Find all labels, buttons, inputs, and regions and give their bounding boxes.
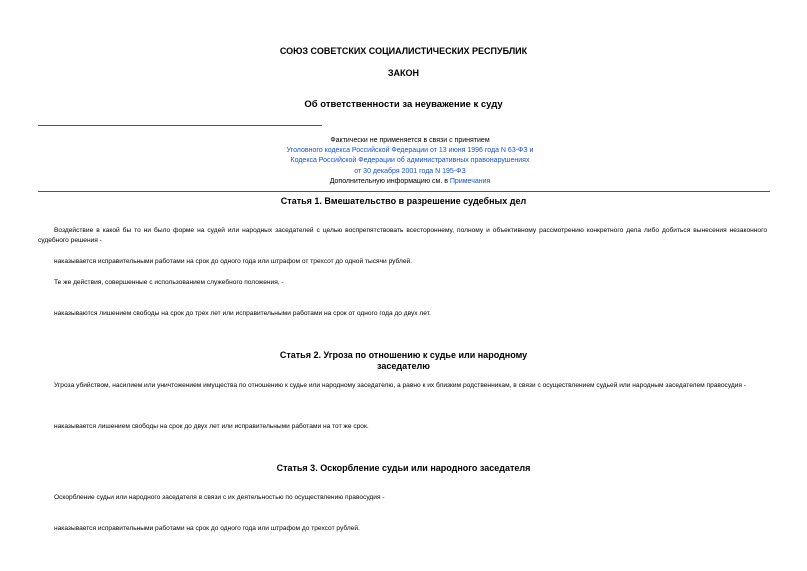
article-3-paragraph-1: Оскорбление судьи или народного заседателя в связи с их деятельностью по осуществлению правосудия -: [54, 494, 385, 501]
article-3-paragraph-2: наказывается исправительными работами на срок до одного года или штрафом до трехсот рублей.: [54, 525, 360, 532]
article-1-title: Статья 1. Вмешательство в разрешение судебных дел: [280, 196, 527, 206]
article-2-paragraph-2: наказывается лишением свободы на срок до двух лет или исправительными работами на тот же срок.: [54, 423, 369, 430]
note-link-admin-code[interactable]: Кодекса Российской Федерации об административных правонарушениях: [290, 157, 530, 165]
note-link-criminal-code[interactable]: Уголовного кодекса Российской Федерации от 13 июня 1996 года N 63-ФЗ и: [286, 147, 534, 155]
article-2-paragraph-1: Угроза убийством, насилием или уничтожением имущества по отношению к судье или народному заседателю, а равно к их близким родственникам, в связи с осуществлением судьей или народным заседателем правосудия -: [54, 382, 747, 389]
union-heading: СОЮЗ СОВЕТСКИХ СОЦИАЛИСТИЧЕСКИХ РЕСПУБЛИК: [279, 46, 528, 56]
article-3-title: Статья 3. Оскорбление судьи или народного заседателя: [276, 463, 531, 473]
note-line-additional: [240, 177, 580, 187]
applicability-note: [240, 136, 580, 187]
notes-link[interactable]: Примечания: [449, 177, 491, 185]
note-link-admin-code-date[interactable]: от 30 декабря 2001 года N 195-ФЗ: [354, 167, 466, 175]
short-divider: [38, 125, 322, 126]
document-title: Об ответственности за неуважение к суду: [304, 99, 503, 110]
article-2-title-line1: Статья 2. Угроза по отношению к судье или народному: [279, 350, 528, 360]
article-1-paragraph-3: Те же действия, совершенные с использованием служебного положения, -: [54, 279, 284, 286]
full-divider: [38, 191, 770, 192]
article-1-paragraph-4: наказываются лишением свободы на срок до трех лет или исправительными работами на срок от одного года до двух лет.: [54, 310, 431, 317]
article-2-title-line2: заседателю: [377, 361, 430, 371]
article-1-paragraph-1: Воздействие в какой бы то ни было форме на судей или народных заседателей с целью воспрепятствовать всестороннему, полному и объективному рассмотрению конкретного дела либо добиться вынесения незаконного судебного решения -: [38, 227, 767, 244]
document-type: ЗАКОН: [387, 68, 420, 78]
note-line: Фактически не применяется в связи с принятием: [330, 137, 490, 144]
note-prefix: Дополнительную информацию см. в: [329, 177, 450, 185]
article-1-paragraph-2: наказывается исправительными работами на срок до одного года или штрафом от трехсот до одной тысячи рублей.: [54, 258, 413, 265]
article-2-title: [0, 350, 807, 372]
